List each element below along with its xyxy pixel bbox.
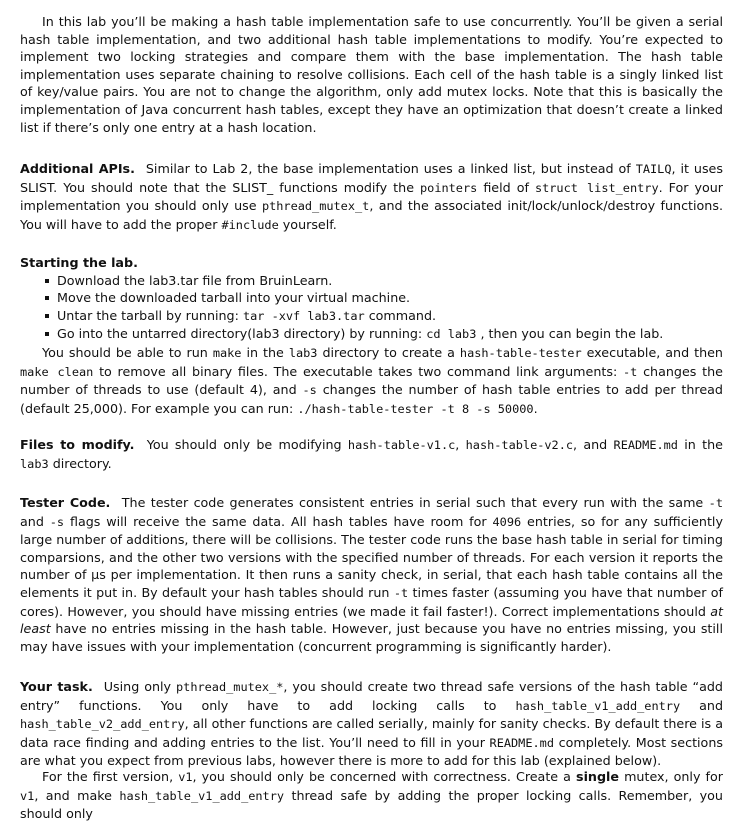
- text-span: yourself.: [282, 216, 337, 232]
- text-span: , all other functions are called serially, mainly for sanity checks. By default there is a data race finding and adding entries to the list. You’ll need to fill in your: [20, 716, 723, 750]
- text-span: , then you can begin the lab.: [480, 326, 664, 342]
- text-span: command.: [368, 307, 437, 323]
- text-span: changes the number of threads to use (default 4), and: [20, 363, 723, 398]
- task-heading: Your task.: [20, 679, 93, 694]
- list-item: [20, 272, 723, 290]
- text-span: , it uses SLIST. You should note that the SLIST_ functions modify the: [20, 161, 723, 195]
- code-hash-table-v2: hash-table-v2.c: [465, 438, 574, 452]
- code-cd-command: cd lab3: [426, 327, 477, 342]
- code-include: #include: [221, 217, 279, 232]
- code-hash-table-tester: hash-table-tester: [459, 345, 582, 360]
- text-span: You should only be modifying: [146, 437, 342, 452]
- files-paragraph: [20, 436, 723, 473]
- code-readme: README.md: [489, 735, 554, 750]
- code-example-command: ./hash-table-tester -t 8 -s 50000: [297, 401, 534, 416]
- code-tar-command: tar -xvf lab3.tar: [242, 308, 365, 323]
- text-span: Using only: [103, 679, 172, 694]
- text-span: Go into the untarred directory(lab3 directory) by running:: [57, 326, 423, 342]
- text-span: executable, and then: [586, 344, 723, 360]
- starting-heading: Starting the lab.: [20, 255, 138, 270]
- text-span: entries, so for any sufficiently large number of additions, there will be collisions. The tester code runs the base hash table in serial for timing comparsions, and the other two versions with the specified number of threads. For each version it reports the number of μs per implementation. It then runs a sanity check, in serial, that each hash table contains all the elements it put in. By default your hash tables should run: [20, 513, 723, 600]
- code-pthread-mutex-t: pthread_mutex_t: [261, 199, 370, 214]
- text-span: flags will receive the same data. All hash tables have room for: [69, 513, 487, 529]
- text-span: and: [20, 513, 44, 529]
- text-span: mutex, only for: [624, 769, 723, 784]
- text-span: , and: [573, 437, 608, 452]
- text-span: in the: [246, 344, 284, 360]
- starting-body: [20, 344, 723, 418]
- text-span: in the: [684, 437, 723, 452]
- code-flag-t: -t: [393, 585, 409, 600]
- code-v1-add-entry: hash_table_v1_add_entry: [515, 698, 681, 713]
- code-v1-add-entry: hash_table_v1_add_entry: [119, 788, 285, 803]
- code-4096: 4096: [492, 514, 522, 529]
- emphasis-at-least: at least: [20, 603, 723, 637]
- text-span: Untar the tarball by running:: [57, 307, 239, 323]
- text-span: , and make: [34, 787, 112, 803]
- files-heading: Files to modify.: [20, 437, 135, 452]
- text-span: have no entries missing in the hash table. However, just because you have no entries missing, you still may have issues with your implementation (concurrent programming is significantly harder).: [20, 621, 723, 654]
- code-flag-s: -s: [49, 514, 65, 529]
- starting-steps-list: [20, 272, 723, 344]
- additional-apis-paragraph: [20, 160, 723, 234]
- bold-single: single: [576, 769, 619, 784]
- list-item: [20, 307, 723, 326]
- code-pthread-mutex-star: pthread_mutex_*: [176, 680, 284, 694]
- text-span: directory to create a: [322, 344, 455, 360]
- tester-paragraph: [20, 494, 723, 655]
- text-span: completely. Most sections are what you expect from previous labs, however there is more to add for this lab (explained below).: [20, 734, 723, 769]
- code-lab3-dir: lab3: [20, 456, 49, 471]
- code-readme: README.md: [613, 438, 678, 452]
- code-v2-add-entry: hash_table_v2_add_entry: [20, 717, 185, 732]
- list-item: [20, 289, 723, 307]
- text-span: ,: [455, 437, 460, 452]
- task-paragraph: [20, 678, 723, 770]
- tester-heading: Tester Code.: [20, 495, 111, 510]
- list-item: [20, 325, 723, 344]
- code-flag-t: -t: [623, 364, 638, 379]
- additional-apis-heading: Additional APIs.: [20, 161, 135, 176]
- code-v1: v1: [178, 770, 193, 784]
- text-span: , you should create two thread safe versions of the hash table “add entry” functions. You only have to add locking calls to: [20, 679, 723, 713]
- text-span: . For your implementation you should only use: [20, 179, 723, 214]
- text-span: to remove all binary files. The executable takes two command link arguments:: [99, 363, 618, 379]
- text-span: The tester code generates consistent entries in serial such that every run with the same: [121, 495, 704, 510]
- task-paragraph-2: [20, 768, 723, 823]
- intro-text: In this lab you’ll be making a hash table implementation safe to use concurrently. You’ll be given a serial hash table implementation, and two additional hash table implementations to modify. You’re expected to implement two locking strategies and compare them with the base implementation. The hash table implementation uses separate chaining to resolve collisions. Each cell of the hash table is a singly linked list of key/value pairs. You are not to change the algorithm, only add mutex locks. Note that this is basically the implementation of Java concurrent hash tables, except they have an optimization that doesn’t create a linked list if there’s only one entry at a hash location.: [20, 14, 723, 135]
- intro-paragraph: [20, 13, 723, 136]
- text-span: Move the downloaded tarball into your virtual machine.: [57, 290, 411, 306]
- code-hash-table-v1: hash-table-v1.c: [347, 438, 456, 452]
- text-span: , and the associated init/lock/unlock/destroy functions. You will have to add the proper: [20, 198, 723, 232]
- code-flag-s: -s: [302, 383, 317, 398]
- text-span: , you should only be concerned with correctness. Create a: [192, 769, 571, 784]
- text-span: changes the number of hash table entries to add per thread (default 25,000). For example you can run:: [20, 382, 723, 416]
- code-tailq: TAILQ: [635, 162, 672, 176]
- text-span: directory.: [52, 455, 112, 471]
- code-make-clean: make clean: [20, 364, 94, 379]
- text-span: thread safe by adding the proper locking calls. Remember, you should only: [20, 787, 723, 822]
- text-span: Download the lab3.tar file from BruinLearn.: [57, 272, 333, 288]
- code-v1: v1: [20, 788, 35, 803]
- code-lab3: lab3: [288, 345, 318, 360]
- text-span: Similar to Lab 2, the base implementation uses a linked list, but instead of: [145, 161, 631, 176]
- text-span: times faster (assuming you have that number of cores). However, you should have missing entries (we made it fail faster!). Correct implementations should: [20, 584, 723, 619]
- text-span: .: [533, 400, 538, 416]
- text-span: For the first version,: [42, 769, 174, 784]
- text-span: field of: [483, 179, 529, 195]
- code-flag-t: -t: [708, 496, 723, 510]
- code-pointers: pointers: [420, 180, 478, 195]
- code-struct-list-entry: struct list_entry: [534, 180, 659, 195]
- text-span: You should be able to run: [42, 344, 208, 360]
- code-make: make: [212, 345, 242, 360]
- starting-section: [20, 254, 723, 418]
- text-span: and: [699, 697, 723, 713]
